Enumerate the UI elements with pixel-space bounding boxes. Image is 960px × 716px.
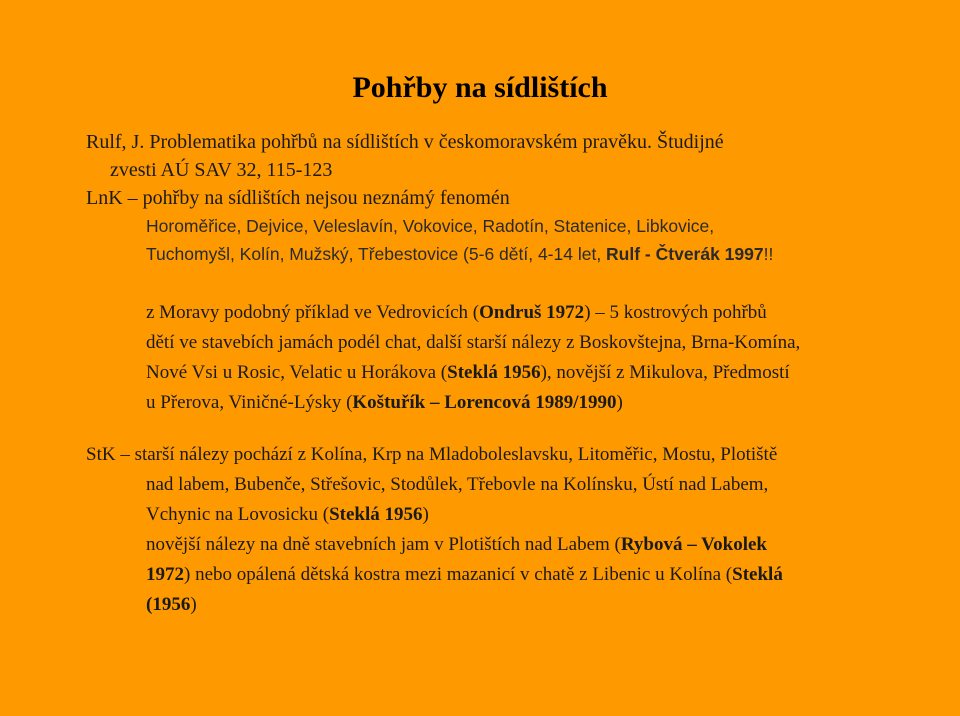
text-line: nad labem, Bubenče, Střešovic, Stodůlek, Třebovle na Kolínsku, Ústí nad Labem, [146, 474, 769, 495]
text-run: ) [422, 504, 429, 525]
text-run: ) [190, 594, 197, 615]
text-line [146, 298, 946, 328]
paragraph-stk [86, 440, 946, 620]
text-run: !! [763, 244, 774, 264]
paragraph-rulf [86, 128, 946, 268]
citation-stekla: Steklá [732, 564, 783, 585]
text-run: Nové Vsi u Rosic, Velatic u Horákova ( [146, 362, 448, 383]
text-run: ) – 5 kostrových pohřbů [584, 302, 767, 323]
text-line [86, 560, 946, 590]
citation-year: 1972 [146, 564, 184, 585]
text-run: ) nebo opálená dětská kostra mezi mazanicí v chatě z Libenic u Kolína ( [184, 564, 733, 585]
text-line [86, 500, 946, 530]
text-run: ), novější z Mikulova, Předmostí [540, 362, 790, 383]
slide-title: Pohřby na sídlištích [352, 71, 608, 104]
citation-year: (1956 [146, 594, 191, 615]
text-line: Horoměřice, Dejvice, Veleslavín, Vokovice, Radotín, Statenice, Libkovice, [146, 216, 715, 236]
text-run: novější nálezy na dně stavebních jam v Plotištích nad Labem ( [146, 534, 621, 555]
text-line [146, 388, 946, 418]
citation-kosturik-lorencova: Koštuřík – Lorencová 1989/1990 [352, 392, 617, 413]
text-line: LnK – pohřby na sídlištích nejsou neznámý fenomén [86, 187, 510, 209]
text-run: Vchynic na Lovosicku ( [146, 504, 330, 525]
text-line: StK – starší nálezy pochází z Kolína, Krp na Mladoboleslavsku, Litoměřic, Mostu, Plotiště [86, 444, 778, 465]
text-line [86, 530, 946, 560]
text-line: dětí ve stavebích jamách podél chat, další starší nálezy z Boskovštejna, Brna-Komína, [146, 332, 801, 353]
text-line [146, 358, 946, 388]
text-run: u Přerova, Viničné-Lýsky ( [146, 392, 353, 413]
citation-stekla: Steklá 1956 [329, 504, 423, 525]
citation-rybova-vokolek: Rybová – Vokolek [620, 534, 767, 555]
citation-ondrus: Ondruš 1972 [479, 302, 585, 323]
text-run: z Moravy podobný příklad ve Vedrovicích ( [146, 302, 480, 323]
citation-stekla: Steklá 1956 [447, 362, 541, 383]
text-line: Rulf, J. Problematika pohřbů na sídlištích v českomoravském pravěku. Študijné [86, 131, 724, 153]
text-run: Tuchomyšl, Kolín, Mužský, Třebestovice (5-6 dětí, 4-14 let, [146, 244, 607, 264]
text-line [86, 590, 946, 620]
text-run: ) [616, 392, 623, 413]
text-line: zvesti AÚ SAV 32, 115-123 [110, 159, 333, 181]
citation-rulf-ctverak: Rulf - Čtverák 1997 [606, 244, 764, 264]
text-line [86, 240, 946, 268]
paragraph-morava [146, 298, 946, 418]
